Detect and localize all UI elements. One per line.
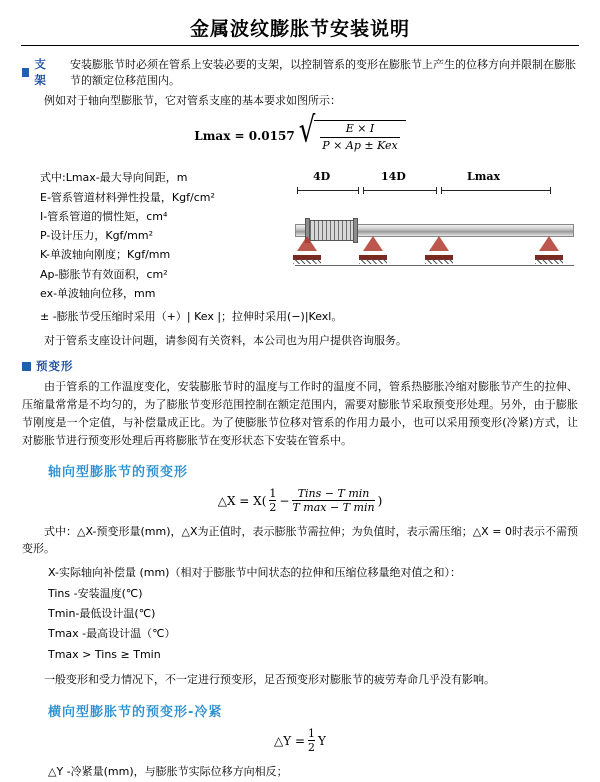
radical-icon: √ $\frac{E \times I}{\text{P × Ap ± Kex}}$ <box>299 120 406 153</box>
axial-eq-half-num: 1 <box>269 487 277 501</box>
axial-variable-item: Tmax > Tins ≥ Tmin <box>48 647 161 661</box>
lateral-eq-num: 1 <box>308 726 316 740</box>
support-anchor-2 <box>359 236 387 260</box>
document-content <box>0 56 600 782</box>
square-bullet-icon <box>22 68 29 77</box>
legend-item: ± -膨胀节受压缩时采用（+）| Kex |；拉伸时采用(−)|Kexl。 <box>40 310 343 324</box>
page-title: 金属波纹膨胀节安装说明 <box>189 18 410 40</box>
axial-equation <box>22 488 578 514</box>
legend-item: Ap-膨胀节有效面积，cm² <box>40 267 168 281</box>
legend-item: K-单波轴向刚度；Kgf/mm <box>40 248 171 262</box>
diagram-label-4d: 4D <box>313 170 331 184</box>
legend-and-figure <box>22 164 578 309</box>
lmax-formula <box>22 110 578 153</box>
dimension-14d <box>363 190 437 191</box>
diagram-dimension-lines <box>289 186 578 196</box>
dimension-4d <box>297 190 359 191</box>
lateral-note-list <box>22 762 578 782</box>
bracket-note: 对于管系支座设计问题，请参阅有关资料，本公司也为用户提供咨询服务。 <box>44 334 407 348</box>
axial-eq-frac <box>292 488 374 514</box>
lateral-eq-lhs: △Y = <box>274 733 306 748</box>
bracket-paragraph-1: 安装膨胀节时必须在管系上安装必要的支架，以控制管系的变形在膨胀节上产生的位移方向并限制在膨胀节的额定位移范围内。 <box>70 58 577 87</box>
ground-line <box>295 265 574 266</box>
legend-last-line <box>40 307 578 326</box>
lmax-formula-lhs: Lmax = 0.0157 <box>194 129 295 144</box>
axial-note-1: 式中：△X-预变形量(mm)，△X为正值时，表示膨胀节需拉伸；为负值时，表示需压缩；△X = 0时表示不需预变形。 <box>22 524 578 556</box>
lateral-eq-den: 2 <box>308 740 316 754</box>
lmax-numerator: E × I <box>345 121 375 135</box>
axial-variable-item: Tmin-最低设计温(℃) <box>48 606 156 620</box>
axial-eq-rhs: ) <box>377 494 383 509</box>
square-bullet-icon <box>22 362 31 371</box>
support-anchor-1 <box>293 236 321 260</box>
title-divider <box>21 45 579 46</box>
axial-variable-item: X-实际轴向补偿量 (mm)（相对于膨胀节中间状态的拉伸和压缩位移量绝对值之和）： <box>48 566 461 580</box>
axial-eq-frac-den: T max − T min <box>292 501 375 515</box>
axial-variable-item: Tins -安装温度(℃) <box>48 586 143 600</box>
subheading-lateral: 横向型膨胀节的预变形-冷紧 <box>48 704 223 720</box>
legend-item: I-管系管道的惯性矩，cm⁴ <box>40 209 168 223</box>
section-heading-predeform-label: 预变形 <box>36 359 74 374</box>
legend-item: ex-单波轴向位移，mm <box>40 286 156 300</box>
lateral-eq-frac <box>308 728 315 754</box>
axial-eq-frac-num: Tins − T min <box>297 487 370 501</box>
axial-note-2: 一般变形和受力情况下，不一定进行预变形，足否预变形对膨胀节的疲劳寿命几乎没有影响。 <box>44 672 495 686</box>
predeform-paragraph: 由于管系的工作温度变化，安装膨胀节时的温度与工作时的温度不同，管系热膨胀冷缩对膨胀节产生的拉伸、压缩量常常是不均匀的，为了膨胀节变形范围控制在额定范围内，需要对膨胀节采取预变形处理。另外，由于膨胀节刚度是一个定值，与补偿量成正比。为了使膨胀节位移对管系的作用力最小，也可以采用预变形(冷紧)方式，让对膨胀节进行预变形处理后再将膨胀节在变形状态下安装在管系中。 <box>22 380 578 447</box>
axial-eq-half-den: 2 <box>269 501 277 515</box>
legend-item: 式中:Lmax-最大导向间距，m <box>40 171 188 185</box>
diagram-labels <box>289 170 578 186</box>
lmax-denominator: P × Ap ± Kex <box>322 138 398 152</box>
section-heading-bracket-label: 支架 <box>34 57 47 87</box>
legend-item: P-设计压力，Kgf/mm² <box>40 229 153 243</box>
support-anchor-3 <box>425 236 453 260</box>
support-anchor-4 <box>535 236 563 260</box>
axial-variable-list <box>22 563 578 665</box>
axial-eq-lhs: △X = X( <box>217 494 267 509</box>
diagram-label-lmax: Lmax <box>467 170 501 184</box>
diagram-drawing <box>289 198 578 276</box>
axial-eq-half <box>269 488 276 514</box>
diagram-label-14d: 14D <box>381 170 406 184</box>
axial-eq-minus: − <box>279 494 290 509</box>
axial-variable-item: Tmax -最高设计温（℃） <box>48 627 176 641</box>
dimension-lmax <box>441 190 551 191</box>
bellow-cap-right <box>353 218 358 243</box>
expansion-joint-diagram <box>289 170 578 276</box>
lateral-equation <box>22 728 578 754</box>
legend-item: E-管系管道材料弹性投量，Kgf/cm² <box>40 190 215 204</box>
legend-list <box>40 168 285 303</box>
section-heading-bracket <box>22 56 578 88</box>
lateral-note: △Y -冷紧量(mm)，与膨胀节实际位移方向相反； <box>48 764 288 778</box>
document-page <box>0 14 600 778</box>
section-heading-predeform <box>22 358 578 374</box>
lateral-eq-rhs: Y <box>318 733 326 748</box>
bracket-paragraph-2: 例如对于轴向型膨胀节，它对管系支座的基本要求如图所示： <box>44 94 341 107</box>
subheading-axial: 轴向型膨胀节的预变形 <box>48 465 189 481</box>
